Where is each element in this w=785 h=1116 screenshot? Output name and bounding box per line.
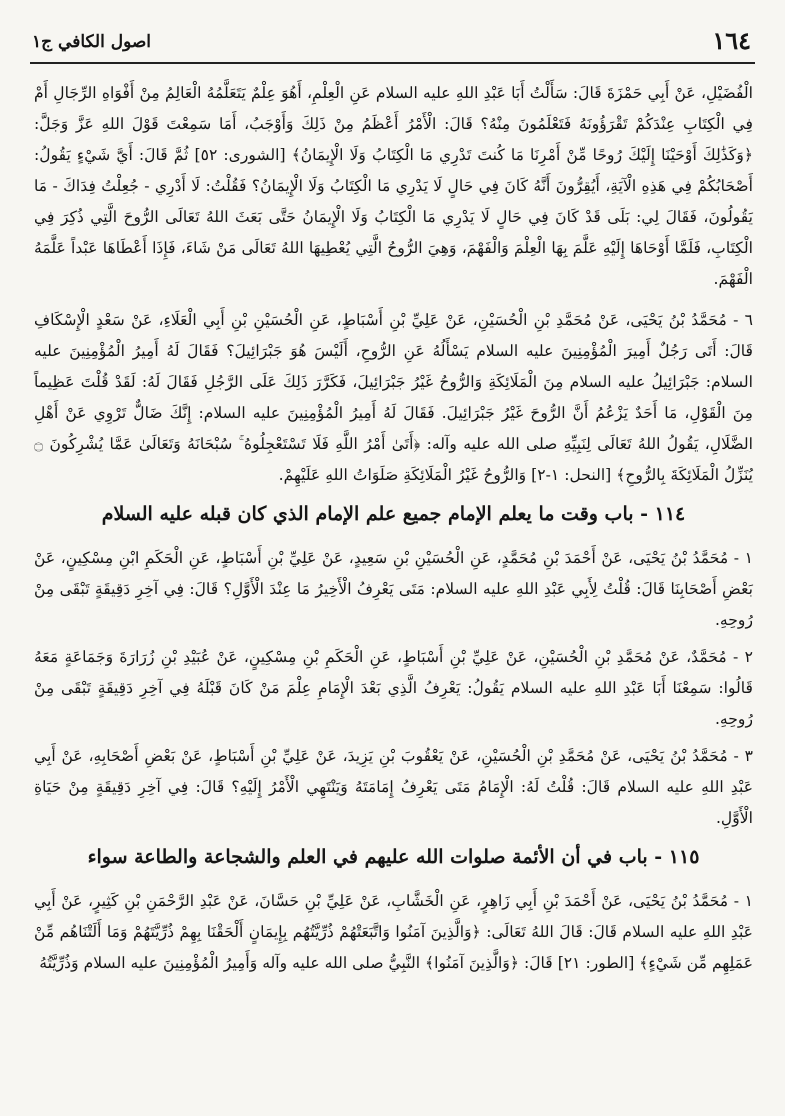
chapter-heading-115: ١١٥ - باب في أن الأئمة صلوات الله عليهم في العلم والشجاعة والطاعة سواء	[87, 846, 700, 868]
running-title: اصول الكافي ج١	[32, 32, 152, 52]
chapter-heading-114: ١١٤ - باب وقت ما يعلم الإمام جميع علم الإمام الذي كان قبله عليه السلام	[101, 503, 686, 525]
body-text	[34, 78, 753, 985]
page-number: ١٦٤	[712, 26, 751, 55]
hadith-6: ٦ - مُحَمَّدُ بْنُ يَحْيَى، عَنْ مُحَمَّدِ بْنِ الْحُسَيْنِ، عَنْ عَلِيِّ بْنِ أَسْبَاطٍ، عَنِ الْحُسَيْنِ بْنِ أَبِي الْعَلَاءِ، عَنْ سَعْدٍ الْإِسْكَافِ قَالَ: أَتَى رَجُلٌ أَمِيرَ الْمُؤْمِنِينَ عليه السلام يَسْأَلُهُ عَنِ الرُّوحِ، أَلَيْسَ هُوَ جَبْرَائِيلَ؟ فَقَالَ لَهُ أَمِيرُ الْمُؤْمِنِينَ عليه السلام: جَبْرَائِيلُ عليه السلام مِنَ الْمَلَائِكَةِ وَالرُّوحُ غَيْرُ جَبْرَائِيلَ، فَكَرَّرَ ذَلِكَ عَلَى الرَّجُلِ فَقَالَ لَهُ: لَقَدْ قُلْتَ عَظِيماً مِنَ الْقَوْلِ، مَا أَحَدٌ يَزْعُمُ أَنَّ الرُّوحَ غَيْرُ جَبْرَائِيلَ. فَقَالَ لَهُ أَمِيرُ الْمُؤْمِنِينَ عليه السلام: إِنَّكَ ضَالٌّ تَرْوِي عَنْ أَهْلِ الضَّلَالِ، يَقُولُ اللهُ تَعَالَى لِنَبِيِّهِ صلى الله عليه وآله: ﴿أَتَىٰ أَمْرُ اللَّهِ فَلَا تَسْتَعْجِلُوهُ ۚ سُبْحَانَهُ وَتَعَالَىٰ عَمَّا يُشْرِكُونَ ۝ يُنَزِّلُ الْمَلَائِكَةَ بِالرُّوحِ﴾ [النحل: ١-٢] وَالرُّوحُ غَيْرُ الْمَلَائِكَةِ صَلَوَاتُ اللهِ عَلَيْهِمْ.	[34, 311, 753, 484]
page-header	[30, 22, 755, 64]
chapter-114-hadith-1: ١ - مُحَمَّدُ بْنُ يَحْيَى، عَنْ أَحْمَدَ بْنِ مُحَمَّدٍ، عَنِ الْحُسَيْنِ بْنِ سَعِيدٍ، عَنْ عَلِيِّ بْنِ أَسْبَاطٍ، عَنِ الْحَكَمِ ابْنِ مِسْكِينٍ، عَنْ بَعْضِ أَصْحَابِنَا قَالَ: قُلْتُ لِأَبِي عَبْدِ اللهِ عليه السلام: مَتَى يَعْرِفُ الْأَخِيرُ مَا عِنْدَ الْأَوَّلِ؟ قَالَ: فِي آخِرِ دَقِيقَةٍ تَبْقَى مِنْ رُوحِهِ.	[34, 549, 753, 629]
paragraph-continuation: الْفُضَيْلِ، عَنْ أَبِي حَمْزَةَ قَالَ: سَأَلْتُ أَبَا عَبْدِ اللهِ عليه السلام عَنِ الْعِلْمِ، أَهُوَ عِلْمٌ يَتَعَلَّمُهُ الْعَالِمُ مِنْ أَفْوَاهِ الرِّجَالِ أَمْ فِي الْكِتَابِ عِنْدَكُمْ تَقْرَؤُونَهُ فَتَعْلَمُونَ مِنْهُ؟ قَالَ: الْأَمْرُ أَعْظَمُ مِنْ ذَلِكَ وَأَوْجَبُ، أَمَا سَمِعْتَ قَوْلَ اللهِ عَزَّ وَجَلَّ: ﴿وَكَذَٰلِكَ أَوْحَيْنَا إِلَيْكَ رُوحًا مِّنْ أَمْرِنَا مَا كُنتَ تَدْرِي مَا الْكِتَابُ وَلَا الْإِيمَانُ﴾ [الشورى: ٥٢] ثُمَّ قَالَ: أَيَّ شَيْءٍ يَقُولُ: أَصْحَابُكُمْ فِي هَذِهِ الْآيَةِ، أَيُقِرُّونَ أَنَّهُ كَانَ فِي حَالٍ لَا يَدْرِي مَا الْكِتَابُ وَلَا الْإِيمَانُ؟ فَقُلْتُ: لَا أَدْرِي - جُعِلْتُ فِدَاكَ - مَا يَقُولُونَ، فَقَالَ لِي: بَلَى قَدْ كَانَ فِي حَالٍ لَا يَدْرِي مَا الْكِتَابُ وَلَا الْإِيمَانُ حَتَّى بَعَثَ اللهُ تَعَالَى الرُّوحَ الَّتِي ذُكِرَ فِي الْكِتَابِ، فَلَمَّا أَوْحَاهَا إِلَيْهِ عَلَّمَ بِهَا الْعِلْمَ وَالْفَهْمَ، وَهِيَ الرُّوحُ الَّتِي يُعْطِيهَا اللهُ تَعَالَى مَنْ شَاءَ، فَإِذَا أَعْطَاهَا عَبْداً عَلَّمَهُ الْفَهْمَ.	[34, 84, 753, 288]
chapter-114-hadith-3: ٣ - مُحَمَّدُ بْنُ يَحْيَى، عَنْ مُحَمَّدِ بْنِ الْحُسَيْنِ، عَنْ يَعْقُوبَ بْنِ يَزِيدَ، عَنْ عَلِيِّ بْنِ أَسْبَاطٍ، عَنْ بَعْضِ أَصْحَابِهِ، عَنْ أَبِي عَبْدِ اللهِ عليه السلام قَالَ: قُلْتُ لَهُ: الْإِمَامُ مَتَى يَعْرِفُ إِمَامَتَهُ وَيَنْتَهِي الْأَمْرُ إِلَيْهِ؟ قَالَ: فِي آخِرِ دَقِيقَةٍ مِنْ حَيَاةِ الْأَوَّلِ.	[34, 747, 753, 827]
chapter-114-hadith-2: ٢ - مُحَمَّدٌ، عَنْ مُحَمَّدِ بْنِ الْحُسَيْنِ، عَنْ عَلِيِّ بْنِ أَسْبَاطٍ، عَنِ الْحَكَمِ بْنِ مِسْكِينٍ، عَنْ عُبَيْدِ بْنِ زُرَارَةَ وَجَمَاعَةٍ مَعَهُ قَالُوا: سَمِعْنَا أَبَا عَبْدِ اللهِ عليه السلام يَقُولُ: يَعْرِفُ الَّذِي بَعْدَ الْإِمَامِ عِلْمَ مَنْ كَانَ قَبْلَهُ فِي آخِرِ دَقِيقَةٍ تَبْقَى مِنْ رُوحِهِ.	[34, 648, 753, 728]
chapter-115-hadith-1: ١ - مُحَمَّدُ بْنُ يَحْيَى، عَنْ أَحْمَدَ بْنِ أَبِي زَاهِرٍ، عَنِ الْخَشَّابِ، عَنْ عَلِيِّ بْنِ حَسَّانَ، عَنْ عَبْدِ الرَّحْمَنِ بْنِ كَثِيرٍ، عَنْ أَبِي عَبْدِ اللهِ عليه السلام قَالَ: قَالَ اللهُ تَعَالَى: ﴿وَالَّذِينَ آمَنُوا وَاتَّبَعَتْهُمْ ذُرِّيَّتُهُم بِإِيمَانٍ أَلْحَقْنَا بِهِمْ ذُرِّيَّتَهُمْ وَمَا أَلَتْنَاهُم مِّنْ عَمَلِهِم مِّن شَيْءٍ﴾ [الطور: ٢١] قَالَ: ﴿وَالَّذِينَ آمَنُوا﴾ النَّبِيُّ صلى الله عليه وآله وَأَمِيرُ الْمُؤْمِنِينَ عليه السلام وَذُرِّيَّتُهُ	[34, 892, 753, 972]
